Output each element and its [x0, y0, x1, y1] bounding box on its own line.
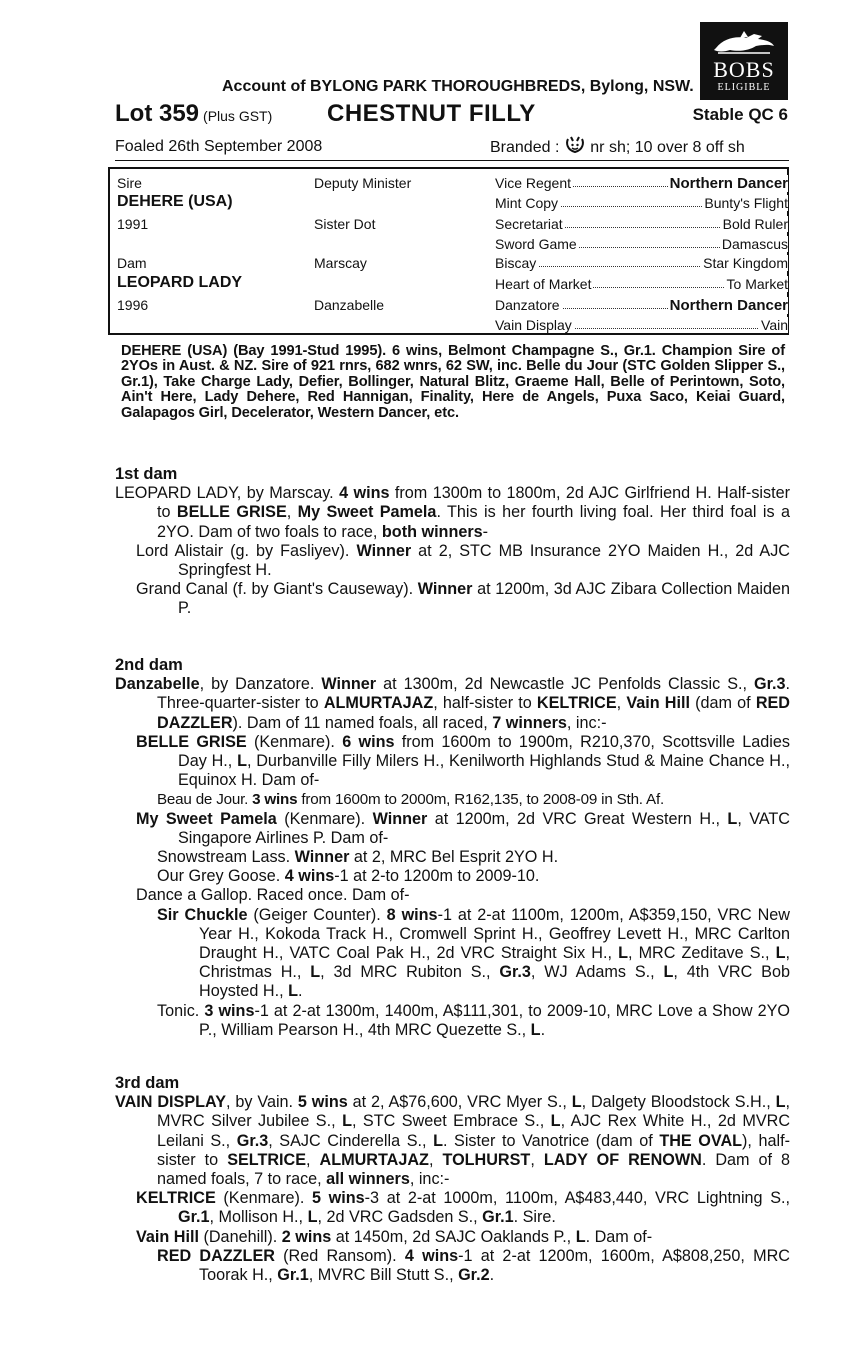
- bold-text: Gr.1: [277, 1266, 309, 1285]
- text-run: , Mollison H.,: [209, 1208, 308, 1227]
- bold-text: 5 wins: [312, 1189, 365, 1208]
- text-run: -3 at 2-at 1000m, 1100m, A$483,440, VRC Lightning S.,: [364, 1189, 790, 1208]
- text-run: at 1450m, 2d SAJC Oaklands P.,: [331, 1227, 576, 1246]
- bold-text: Vain Hill: [626, 694, 690, 713]
- g3-name: Biscay: [495, 255, 537, 271]
- bold-text: 3 wins: [252, 791, 298, 809]
- progeny-entry: [157, 790, 790, 809]
- bold-text: 4 wins: [284, 867, 335, 886]
- section-heading: 3rd dam: [115, 1074, 180, 1092]
- text-run: ), half-sister to: [157, 1131, 790, 1169]
- g3-name: Danzatore: [495, 297, 560, 313]
- bold-text: 4 wins: [404, 1246, 459, 1265]
- progeny-entry: [136, 1189, 790, 1227]
- text-run: Lord Alistair (g. by Fasliyev).: [136, 541, 357, 560]
- text-run: , 2d VRC Gadsden S.,: [317, 1208, 483, 1227]
- bold-text: THE OVAL: [659, 1131, 743, 1150]
- bold-text: 5 wins: [297, 1093, 348, 1112]
- section-heading: 1st dam: [115, 465, 178, 483]
- g3-sire: Bunty's Flight: [704, 195, 788, 211]
- text-run: , Durbanville Filly Milers H., Kenilworth Highlands Stud & Maine Chance H., Equinox H. Dam of-: [178, 752, 790, 790]
- text-run: -1 at 2-to 1200m to 2009-10.: [334, 867, 540, 886]
- text-run: (Kenmare).: [246, 732, 343, 751]
- text-run: at 2, A$76,600, VRC Myer S.,: [347, 1093, 572, 1112]
- text-run: ). Dam of 11 named foals, all raced,: [232, 713, 493, 732]
- progeny-entry: [136, 733, 790, 791]
- text-run: -: [482, 522, 489, 541]
- bold-text: 4 wins: [339, 484, 390, 503]
- text-run: LEOPARD LADY, by Marscay.: [115, 484, 340, 503]
- progeny-entry: [157, 1002, 790, 1040]
- bold-text: Gr.3: [753, 675, 786, 694]
- bold-text: SELTRICE: [227, 1150, 307, 1169]
- logo-text: BOBS: [713, 57, 775, 82]
- text-run: at 1200m, 2d VRC Great Western H.,: [427, 809, 728, 828]
- dam-sire: Marscay: [314, 255, 367, 271]
- bold-text: L: [237, 752, 247, 771]
- text-run: , half-sister to: [433, 694, 537, 713]
- g3-sire: To Market: [726, 276, 788, 292]
- bold-text: RED DAZZLER: [157, 1246, 275, 1265]
- text-run: (Red Ransom).: [274, 1246, 405, 1265]
- bold-text: Gr.3: [236, 1131, 269, 1150]
- text-run: . This is her fourth living foal. Her third foal is a 2YO. Dam of two foals to race,: [157, 503, 790, 541]
- text-run: at 2, STC MB Insurance 2YO Maiden H., 2d AJC Springfest H.: [178, 541, 790, 580]
- bold-text: Gr.1: [178, 1208, 210, 1227]
- text-run: from 1300m to 1800m, 2d AJC Girlfriend H. Half-sister to: [157, 484, 790, 522]
- dam-label: Dam: [117, 255, 147, 271]
- bold-text: 7 winners: [492, 713, 567, 732]
- bold-text: VAIN DISPLAY: [115, 1093, 227, 1112]
- text-run: , 4th VRC Bob Hoysted H.,: [199, 963, 790, 1001]
- bold-text: ALMURTAJAZ: [323, 694, 434, 713]
- bold-text: Gr.2: [458, 1266, 490, 1285]
- progeny-entry: [157, 1247, 790, 1285]
- text-run: , SAJC Cinderella S.,: [268, 1131, 434, 1150]
- bold-text: L: [575, 1227, 586, 1246]
- bold-text: L: [288, 982, 298, 1001]
- g3-sire: Vain: [761, 317, 788, 333]
- bold-text: Winner: [417, 580, 473, 599]
- text-run: ,: [530, 1150, 544, 1169]
- text-run: , inc:-: [566, 713, 607, 732]
- text-run: . Three-quarter-sister to: [157, 675, 790, 713]
- bold-text: all winners: [326, 1170, 410, 1189]
- text-run: (Danehill).: [198, 1227, 282, 1246]
- bold-text: TOLHURST: [442, 1150, 531, 1169]
- bold-text: KELTRICE: [536, 694, 617, 713]
- text-run: -1 at 2-at 1200m, 1600m, A$808,250, MRC Toorak H.,: [199, 1246, 790, 1285]
- g3-name: Sword Game: [495, 236, 577, 252]
- foal-entry: [136, 542, 790, 580]
- horse-racing-icon: [710, 28, 778, 58]
- logo-subtext: ELIGIBLE: [717, 82, 771, 93]
- text-run: from 1600m to 2000m, R162,135, to 2008-09 in Sth. Af.: [297, 791, 664, 809]
- progeny-entry: [157, 867, 790, 886]
- sire-dam: Sister Dot: [314, 216, 376, 232]
- g3-name: Secretariat: [495, 216, 563, 232]
- g3-name: Heart of Market: [495, 276, 592, 292]
- text-run: from 1600m to 1900m, R210,370, Scottsville Ladies Day H.,: [178, 732, 790, 771]
- text-run: ,: [306, 1150, 320, 1169]
- sire-name: DEHERE (USA): [117, 193, 233, 210]
- text-run: -1 at 2-at 1100m, 1200m, A$359,150, VRC New Year H., Kokoda Track H., Cromwell Sprint H., Geoffrey Levett H., MRC Carlton Draught H., VATC Coal Pak H., 2d VRC Straight Six H.,: [199, 905, 790, 963]
- dam-year: 1996: [117, 297, 149, 313]
- text-run: Snowstream Lass.: [157, 848, 295, 867]
- progeny-entry: [136, 886, 790, 905]
- gst-note: (Plus GST): [203, 108, 273, 124]
- text-run: , 3d MRC Rubiton S.,: [320, 963, 500, 982]
- second-dam-section: [115, 656, 790, 1040]
- foaled-date: Foaled 26th September 2008: [115, 138, 323, 155]
- text-run: , VATC Singapore Airlines P. Dam of-: [178, 809, 790, 847]
- bold-text: Winner: [372, 809, 428, 828]
- bold-text: Winner: [294, 848, 350, 867]
- text-run: , MRC Zeditave S.,: [627, 944, 776, 963]
- g3-sire: Bold Ruler: [722, 216, 788, 232]
- text-run: ,: [286, 503, 298, 522]
- progeny-entry: [157, 906, 790, 1002]
- progeny-entry: [136, 810, 790, 848]
- text-run: .: [540, 1020, 546, 1039]
- third-dam-section: [115, 1074, 790, 1285]
- sire-summary: DEHERE (USA) (Bay 1991-Stud 1995). 6 wins, Belmont Champagne S., Gr.1. Champion Sire of 2YOs in Aust. & NZ. Sire of 921 rnrs, 682 wnrs, 62 SW, inc. Belle du Jour (STC Golden Slipper S., Gr.1), Take Charge Lady, Defier, Bollinger, Natural Blitz, Graeme Hall, Belle of Perintown, Soto, Ain't Here, Lady Dehere, Red Hannigan, Finality, Here de Angels, Puxa Saco, Keiai Guard, Galapagos Girl, Decelerator, Western Dancer, etc.: [121, 343, 785, 421]
- bold-text: Sir Chuckle: [157, 905, 248, 924]
- bold-text: L: [307, 1208, 318, 1227]
- sire-label: Sire: [117, 175, 142, 191]
- bold-text: L: [433, 1131, 443, 1150]
- section-heading: 2nd dam: [115, 656, 183, 674]
- text-run: Tonic.: [157, 1001, 205, 1020]
- text-run: , MVRC Silver Jubilee S.,: [157, 1093, 790, 1131]
- g3-name: Mint Copy: [495, 195, 559, 211]
- dam-entry: [115, 484, 790, 542]
- g3-sire: Damascus: [721, 236, 788, 252]
- text-run: Beau de Jour.: [157, 791, 253, 809]
- text-run: , STC Sweet Embrace S.,: [351, 1112, 551, 1131]
- g3-sire: Star Kingdom: [703, 255, 788, 271]
- text-run: ,: [616, 694, 627, 713]
- bold-text: Vain Hill: [136, 1227, 199, 1246]
- bold-text: 6 wins: [342, 732, 395, 751]
- bold-text: L: [310, 963, 321, 982]
- bold-text: ALMURTAJAZ: [319, 1150, 429, 1169]
- text-run: .: [489, 1266, 495, 1285]
- text-run: (dam of: [689, 694, 756, 713]
- dam-dam: Danzabelle: [314, 297, 385, 313]
- text-run: , inc:-: [409, 1170, 450, 1189]
- text-run: . Sire.: [513, 1208, 556, 1227]
- text-run: , AJC Rex White H., 2d MVRC Leilani S.,: [157, 1112, 791, 1150]
- bold-text: Danzabelle: [115, 675, 200, 694]
- bold-text: L: [727, 809, 738, 828]
- text-run: Dance a Gallop. Raced once. Dam of-: [136, 886, 410, 905]
- bold-text: Gr.1: [482, 1208, 514, 1227]
- text-run: ,: [428, 1150, 443, 1169]
- branded-label: Branded :: [490, 139, 564, 156]
- dam-entry: [115, 1093, 790, 1189]
- text-run: at 2, MRC Bel Esprit 2YO H.: [349, 848, 559, 867]
- bold-text: My Sweet Pamela: [297, 503, 437, 522]
- bold-text: RED DAZZLER: [157, 694, 790, 732]
- progeny-entry: [157, 848, 790, 867]
- bold-text: 2 wins: [281, 1227, 332, 1246]
- dam-name: LEOPARD LADY: [117, 274, 243, 291]
- bold-text: L: [663, 963, 674, 982]
- text-run: . Dam of 8 named foals, 7 to race,: [157, 1150, 791, 1189]
- g3-name: Vain Display: [495, 317, 572, 333]
- bold-text: both winners: [381, 522, 483, 541]
- foal-entry: [136, 580, 790, 618]
- text-run: , by Danzatore.: [199, 675, 322, 694]
- pedigree-table: [108, 167, 789, 335]
- bold-text: LADY OF RENOWN: [543, 1150, 702, 1169]
- bold-text: Gr.3: [499, 963, 531, 982]
- text-run: , Dalgety Bloodstock S.H.,: [581, 1093, 776, 1112]
- text-run: (Kenmare).: [215, 1189, 313, 1208]
- dam-entry: [115, 675, 790, 733]
- progeny-entry: [136, 1228, 790, 1247]
- text-run: (Geiger Counter).: [247, 905, 387, 924]
- vendor-account: Account of BYLONG PARK THOROUGHBREDS, Bylong, NSW.: [222, 78, 694, 95]
- first-dam-section: [115, 465, 790, 619]
- g3-sire: Northern Dancer: [669, 175, 788, 192]
- text-run: Grand Canal (f. by Giant's Causeway).: [136, 580, 418, 599]
- text-run: , WJ Adams S.,: [530, 963, 664, 982]
- text-run: -1 at 2-at 1300m, 1400m, A$111,301, to 2009-10, MRC Love a Show 2YO P., William Pearson H., 4th MRC Quezette S.,: [199, 1001, 790, 1039]
- bold-text: L: [530, 1020, 541, 1039]
- g3-sire: Northern Dancer: [669, 297, 788, 314]
- brand-text: nr sh; 10 over 8 off sh: [585, 139, 745, 156]
- bold-text: L: [618, 944, 628, 963]
- bold-text: L: [342, 1112, 352, 1131]
- brand-mark-icon: [564, 135, 586, 155]
- text-run: at 1200m, 3d AJC Zibara Collection Maiden P.: [178, 580, 790, 618]
- text-run: .: [297, 982, 303, 1001]
- bold-text: My Sweet Pamela: [136, 809, 277, 828]
- text-run: , by Vain.: [226, 1093, 298, 1112]
- text-run: at 1300m, 2d Newcastle JC Penfolds Classic S.,: [376, 675, 754, 694]
- bold-text: 8 wins: [386, 905, 438, 924]
- stable-location: Stable QC 6: [692, 105, 788, 124]
- bold-text: BELLE GRISE: [136, 732, 247, 751]
- bold-text: Winner: [356, 541, 412, 560]
- bold-text: L: [550, 1112, 561, 1131]
- sire-year: 1991: [117, 216, 149, 232]
- text-run: Our Grey Goose.: [157, 867, 285, 886]
- g3-name: Vice Regent: [495, 175, 572, 191]
- bold-text: L: [775, 944, 786, 963]
- lot-header: [115, 100, 790, 130]
- bold-text: L: [775, 1093, 786, 1112]
- text-run: . Sister to Vanotrice (dam of: [442, 1131, 660, 1150]
- bobs-eligible-logo: [700, 22, 788, 100]
- text-run: (Kenmare).: [276, 809, 373, 828]
- text-run: , Christmas H.,: [199, 944, 790, 982]
- bold-text: 3 wins: [204, 1001, 255, 1020]
- horse-description: CHESTNUT FILLY: [327, 100, 536, 127]
- lot-number: Lot 359: [115, 100, 200, 127]
- header-divider: [115, 160, 789, 161]
- text-run: . Dam of-: [585, 1227, 653, 1246]
- brand-info: [490, 135, 745, 157]
- bold-text: Winner: [321, 675, 377, 694]
- text-run: , MVRC Bill Stutt S.,: [308, 1266, 459, 1285]
- bold-text: KELTRICE: [136, 1189, 216, 1208]
- bold-text: L: [571, 1093, 582, 1112]
- sire-sire: Deputy Minister: [314, 175, 412, 191]
- bold-text: BELLE GRISE: [176, 503, 287, 522]
